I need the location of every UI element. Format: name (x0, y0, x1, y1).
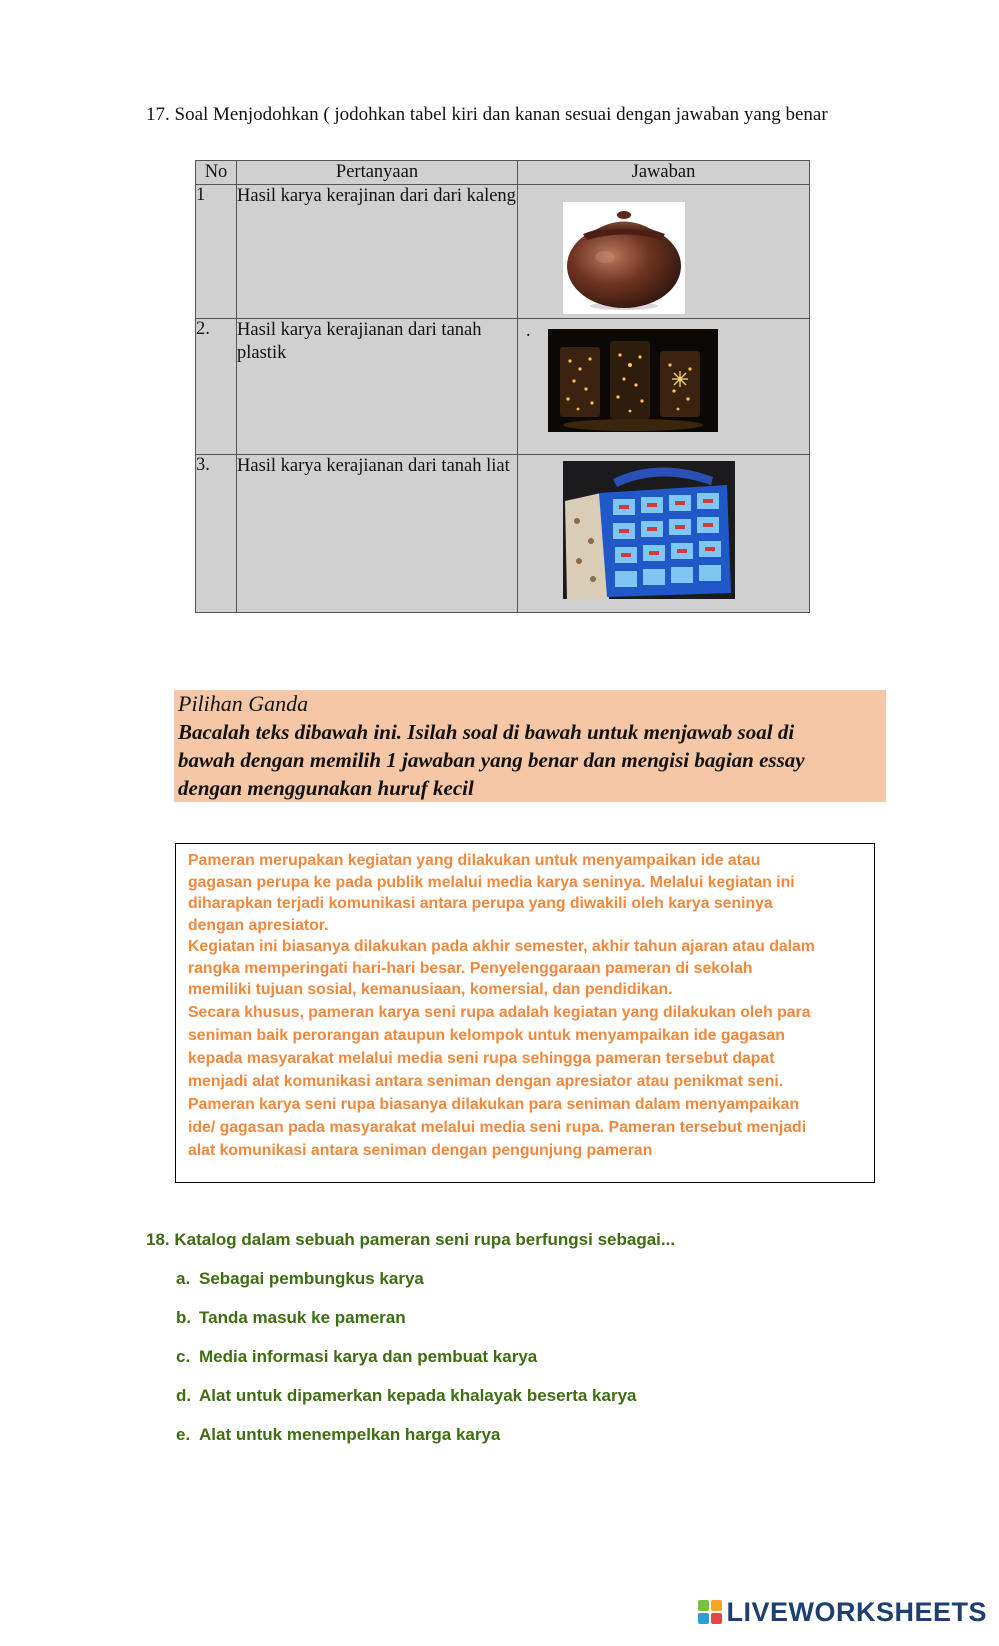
matching-table (195, 160, 810, 613)
table-row (196, 185, 810, 319)
option-b[interactable] (176, 1308, 636, 1347)
instruction-line: dengan menggunakan huruf kecil (178, 776, 474, 800)
option-key: d. (176, 1386, 192, 1405)
header-no: No (196, 161, 237, 185)
row-question: Hasil karya kerajinan dari dari kaleng (237, 185, 518, 319)
instruction-line: Bacalah teks dibawah ini. Isilah soal di bawah untuk menjawab soal di (178, 720, 795, 744)
reading-line: seniman baik perorangan ataupun kelompok untuk menyampaikan ide gagasan (188, 1026, 785, 1044)
option-key: c. (176, 1347, 191, 1366)
option-a[interactable] (176, 1269, 636, 1308)
row-answer (518, 319, 810, 455)
reading-text-box (175, 843, 875, 1183)
row-answer (518, 455, 810, 613)
reading-line: Pameran karya seni rupa biasanya dilakukan para seniman dalam menyampaikan (188, 1095, 800, 1113)
reading-line: Secara khusus, pameran karya seni rupa adalah kegiatan yang dilakukan oleh para (188, 1003, 811, 1021)
liveworksheets-logo (698, 1597, 987, 1628)
answer-prefix: . (526, 321, 531, 341)
row-question: Hasil karya kerajianan dari tanah liat (237, 455, 518, 613)
brand-name: LIVEWORKSHEETS (726, 1597, 987, 1627)
reading-line: ide/ gagasan pada masyarakat melalui media seni rupa. Pameran tersebut menjadi (188, 1118, 807, 1136)
option-e[interactable] (176, 1425, 636, 1464)
header-answer: Jawaban (518, 161, 810, 185)
option-key: a. (176, 1269, 191, 1288)
option-text: Sebagai pembungkus karya (199, 1269, 424, 1288)
section-title: Pilihan Ganda (178, 691, 309, 716)
reading-line: alat komunikasi antara seniman dengan pengunjung pameran (188, 1141, 653, 1159)
option-text: Tanda masuk ke pameran (199, 1308, 406, 1327)
answer-options (176, 1269, 636, 1464)
option-key: e. (176, 1425, 191, 1444)
table-row (196, 455, 810, 613)
liveworksheets-icon (698, 1600, 723, 1625)
reading-line: Kegiatan ini biasanya dilakukan pada akhir semester, akhir tahun ajaran atau dalam (188, 938, 815, 955)
tin-can-lanterns-image (548, 329, 718, 432)
reading-line: diharapkan terjadi komunikasi antara perupa yang diwakili oleh karya seninya (188, 895, 773, 912)
option-key: b. (176, 1308, 192, 1327)
row-number: 1 (196, 185, 237, 319)
option-c[interactable] (176, 1347, 636, 1386)
reading-line: menjadi alat komunikasi antara seniman dengan apresiator atau penikmat seni. (188, 1072, 784, 1090)
row-answer (518, 185, 810, 319)
multiple-choice-instructions (174, 690, 886, 802)
reading-line: gagasan perupa ke pada publik melalui media karya seninya. Melalui kegiatan ini (188, 873, 795, 891)
option-text: Media informasi karya dan pembuat karya (199, 1347, 538, 1366)
instruction-line: bawah dengan memilih 1 jawaban yang benar dan mengisi bagian essay (178, 748, 805, 772)
question-18: 18. Katalog dalam sebuah pameran seni rupa berfungsi sebagai... (146, 1230, 676, 1249)
clay-pot-image (563, 202, 685, 314)
reading-line: dengan apresiator. (188, 916, 329, 934)
plastic-bag-craft-image (563, 461, 735, 599)
option-d[interactable] (176, 1386, 636, 1425)
reading-line: rangka memperingati hari-hari besar. Penyelenggaraan pameran di sekolah (188, 959, 753, 977)
table-row (196, 319, 810, 455)
row-question: Hasil karya kerajianan dari tanah plastik (237, 319, 518, 455)
row-number: 3. (196, 455, 237, 613)
reading-line: memiliki tujuan sosial, kemanusiaan, komersial, dan pendidikan. (188, 981, 673, 998)
question-17-title: 17. Soal Menjodohkan ( jodohkan tabel kiri dan kanan sesuai dengan jawaban yang benar (146, 104, 828, 125)
table-header-row (196, 161, 810, 185)
reading-line: kepada masyarakat melalui media seni rupa sehingga pameran tersebut dapat (188, 1049, 775, 1067)
option-text: Alat untuk menempelkan harga karya (199, 1425, 501, 1444)
option-text: Alat untuk dipamerkan kepada khalayak beserta karya (199, 1386, 637, 1405)
header-question: Pertanyaan (237, 161, 518, 185)
reading-line: Pameran merupakan kegiatan yang dilakukan untuk menyampaikan ide atau (188, 852, 761, 869)
row-number: 2. (196, 319, 237, 455)
